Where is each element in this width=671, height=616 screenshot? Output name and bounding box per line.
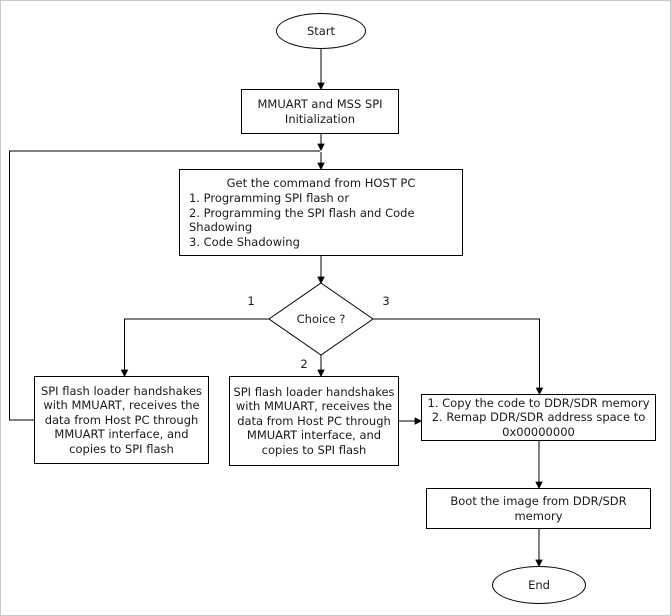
end-node xyxy=(492,566,586,604)
ddr-item-2: 2. Remap DDR/SDR address space to xyxy=(431,410,646,425)
text-line: SPI flash loader handshakes xyxy=(40,383,203,398)
ddr-item-2-wrap: 0x00000000 xyxy=(502,424,575,439)
boot-node xyxy=(426,488,651,529)
text-line: MMUART interface, and xyxy=(54,427,189,442)
text-line: Boot the image from DDR/SDR xyxy=(450,494,627,508)
ddr-copy-node xyxy=(421,394,656,441)
spi-loader-middle-node xyxy=(229,376,399,466)
command-item-3: 3. Code Shadowing xyxy=(189,234,300,249)
text-line: with MMUART, receives the xyxy=(43,398,200,413)
init-node xyxy=(241,89,399,134)
get-command-node xyxy=(179,169,463,256)
text-line: SPI flash loader handshakes xyxy=(233,384,395,399)
command-title: Get the command from HOST PC xyxy=(226,175,416,190)
connector-choice-to-spi-left xyxy=(125,319,270,376)
command-item-1: 1. Programming SPI flash or xyxy=(189,191,350,206)
spi-loader-left-node xyxy=(34,376,209,464)
text-line: data from Host PC through xyxy=(237,413,391,428)
text-line: MMUART and MSS SPI xyxy=(257,97,383,111)
text-line: with MMUART, receives the xyxy=(235,399,393,414)
text-line: copies to SPI flash xyxy=(69,441,174,456)
text-line: data from Host PC through xyxy=(44,412,199,427)
text-line: Initialization xyxy=(284,111,356,126)
text-line: memory xyxy=(514,508,563,523)
branch-label-2: 2 xyxy=(300,357,308,371)
text-line: MMUART interface, and xyxy=(246,428,382,443)
choice-label: Choice ? xyxy=(296,312,346,326)
start-label: Start xyxy=(306,23,336,38)
text-line: copies to SPI flash xyxy=(261,442,367,457)
branch-label-3: 3 xyxy=(382,294,390,308)
command-item-2-wrap: Shadowing xyxy=(189,220,253,235)
branch-label-1: 1 xyxy=(247,294,255,308)
ddr-item-1: 1. Copy the code to DDR/SDR memory xyxy=(427,395,650,410)
start-node xyxy=(276,13,366,49)
command-item-2: 2. Programming the SPI flash and Code xyxy=(189,205,415,220)
end-label: End xyxy=(528,577,550,592)
